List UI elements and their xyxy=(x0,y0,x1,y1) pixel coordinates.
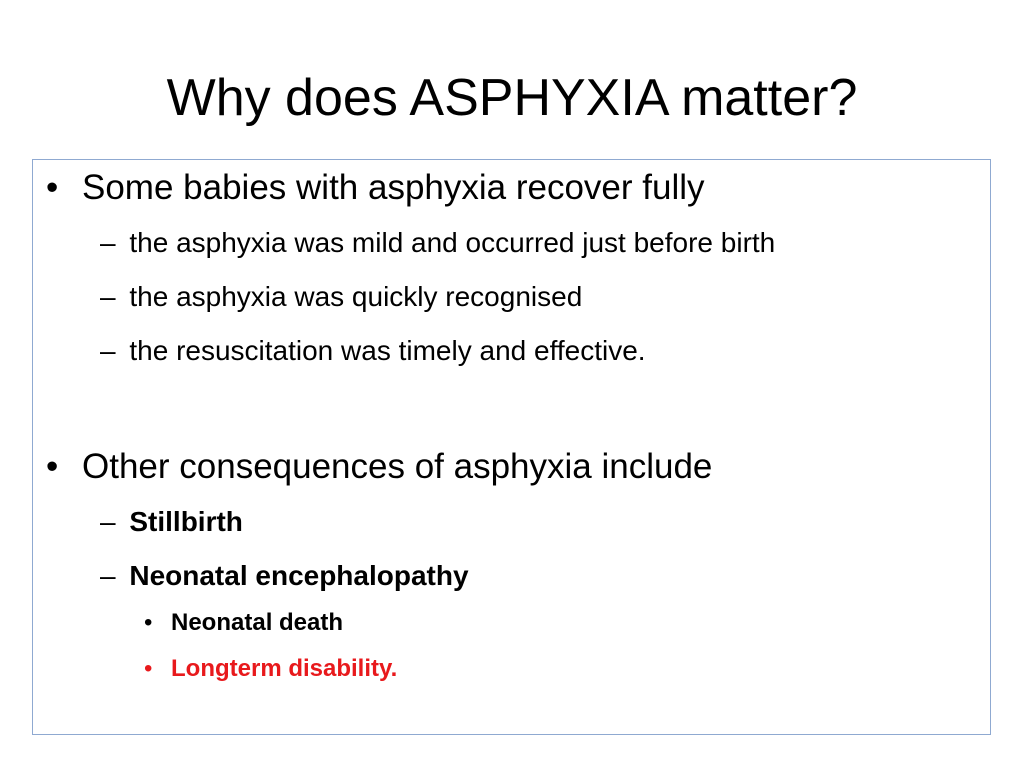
dash-marker: – xyxy=(100,335,116,366)
dash-marker: – xyxy=(100,506,116,537)
sub-bullet-item xyxy=(100,226,775,260)
sub-bullet-text-stillbirth: Stillbirth xyxy=(129,506,243,537)
bullet-marker: • xyxy=(144,609,153,636)
sub-sub-bullet-item xyxy=(144,654,398,684)
bullet-item xyxy=(46,168,705,208)
sub-bullet-text: the asphyxia was mild and occurred just before birth xyxy=(129,227,776,258)
sub-bullet-text-encephalopathy: Neonatal encephalopathy xyxy=(129,560,469,591)
sub-bullet-text: the resuscitation was timely and effective. xyxy=(129,335,646,366)
sub-sub-bullet-item xyxy=(144,608,344,638)
sub-sub-bullet-text-longterm-disability: Longterm disability. xyxy=(171,655,398,682)
sub-sub-bullet-text-neonatal-death: Neonatal death xyxy=(171,609,344,636)
slide-title: Why does ASPHYXIA matter? xyxy=(166,69,858,127)
dash-marker: – xyxy=(100,560,116,591)
dash-marker: – xyxy=(100,227,116,258)
sub-bullet-item xyxy=(100,334,646,368)
bullet-item xyxy=(46,447,713,487)
dash-marker: – xyxy=(100,281,116,312)
bullet-marker: • xyxy=(46,447,59,486)
bullet-marker: • xyxy=(46,168,59,207)
bullet-text: Other consequences of asphyxia include xyxy=(82,447,713,486)
bullet-marker: • xyxy=(144,655,153,682)
sub-bullet-item xyxy=(100,559,469,593)
sub-bullet-item xyxy=(100,280,582,314)
sub-bullet-item xyxy=(100,505,243,539)
bullet-text: Some babies with asphyxia recover fully xyxy=(82,168,705,207)
sub-bullet-text: the asphyxia was quickly recognised xyxy=(129,281,583,312)
